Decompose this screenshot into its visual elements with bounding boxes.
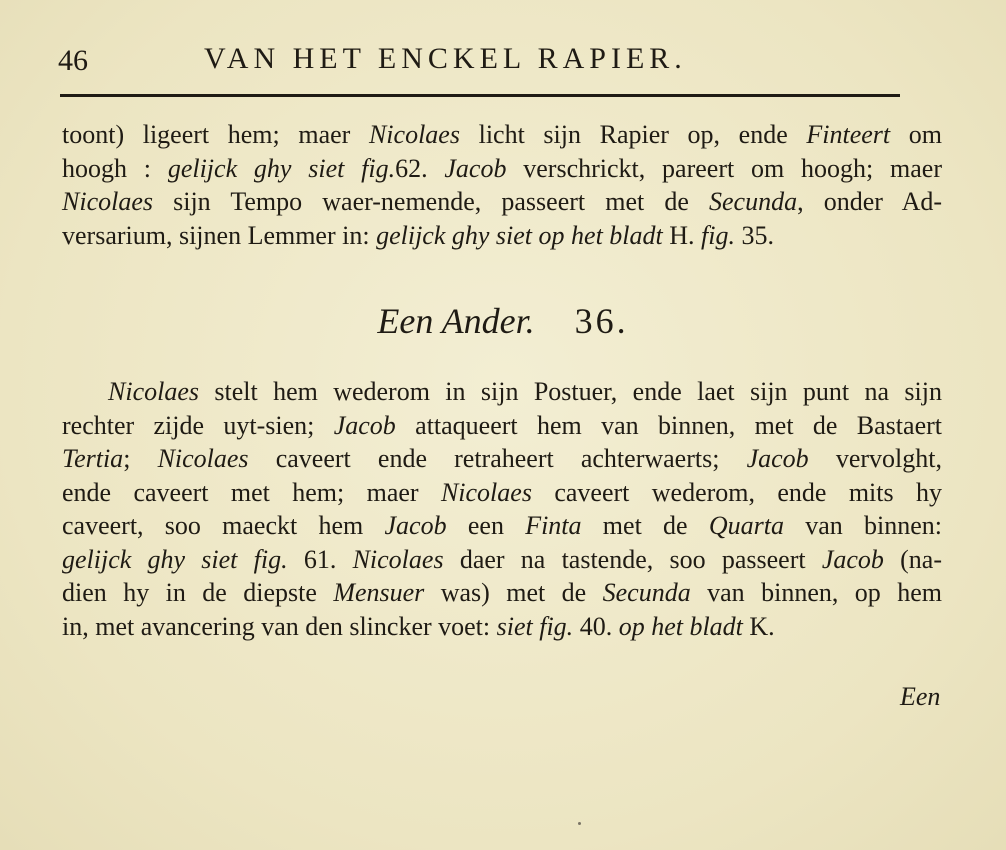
page-number: 46 bbox=[58, 44, 88, 77]
text-run: in, met avancering van den slincker voet: bbox=[62, 611, 497, 641]
text-line bbox=[62, 610, 942, 644]
text-run: toont) ligeert hem; maer bbox=[62, 120, 369, 149]
italic-text-run: Nicolaes bbox=[157, 444, 249, 473]
text-run: was) met de bbox=[424, 578, 603, 607]
text-run: versarium, sijnen Lemmer in: bbox=[62, 220, 377, 250]
text-run: van binnen: bbox=[783, 511, 943, 540]
text-run: hoogh : bbox=[62, 153, 168, 183]
italic-text-run: gelijck ghy siet fig. bbox=[62, 544, 288, 574]
text-line bbox=[62, 152, 942, 186]
paper-speck bbox=[578, 822, 581, 825]
text-line bbox=[62, 442, 942, 476]
text-run: ende caveert met hem; maer bbox=[62, 477, 441, 507]
text-run: dien hy in de diepste bbox=[62, 578, 334, 607]
italic-text-run: Nicolaes bbox=[440, 477, 532, 507]
text-line bbox=[62, 476, 942, 510]
text-run: caveert wederom, ende mits hy bbox=[531, 477, 942, 507]
italic-text-run: Nicolaes bbox=[62, 187, 153, 216]
text-line bbox=[62, 543, 942, 577]
text-line bbox=[62, 185, 942, 219]
italic-text-run: siet fig. bbox=[496, 611, 574, 641]
text-line bbox=[62, 219, 942, 253]
italic-text-run: op het bladt bbox=[618, 611, 743, 641]
text-run: , onder Ad- bbox=[797, 187, 943, 216]
text-run: verschrickt, pareert om hoogh; maer bbox=[506, 153, 942, 183]
text-line bbox=[62, 118, 942, 152]
italic-text-run: Nicolaes bbox=[352, 544, 444, 574]
italic-text-run: fig. bbox=[701, 220, 735, 250]
italic-text-run: Jacob bbox=[444, 153, 507, 183]
text-run: met de bbox=[581, 511, 709, 540]
text-run: ; bbox=[123, 444, 158, 473]
italic-text-run: Jacob bbox=[821, 544, 884, 574]
italic-text-run: Finteert bbox=[806, 120, 891, 149]
section-number: 36. bbox=[574, 301, 629, 341]
text-run: 35. bbox=[734, 220, 774, 250]
text-run: een bbox=[446, 511, 526, 540]
italic-text-run: Finta bbox=[525, 511, 582, 540]
text-run: H. bbox=[662, 220, 702, 250]
italic-text-run: Mensuer bbox=[333, 578, 425, 607]
text-run: stelt hem wederom in sijn Postuer, ende laet sijn punt na sijn bbox=[199, 377, 942, 406]
text-run: 62. bbox=[395, 153, 445, 183]
section-title: Een Ander. bbox=[377, 301, 535, 341]
text-run: licht sijn Rapier op, ende bbox=[459, 120, 807, 149]
page-header bbox=[58, 38, 918, 78]
text-run: daer na tastende, soo passeert bbox=[443, 544, 822, 574]
italic-text-run: Jacob bbox=[746, 444, 809, 473]
text-run: caveert, soo maeckt hem bbox=[62, 511, 385, 540]
text-run: (na- bbox=[883, 544, 942, 574]
italic-text-run: Quarta bbox=[708, 511, 784, 540]
running-title: VAN HET ENCKEL RAPIER. bbox=[204, 42, 687, 75]
paragraph-1 bbox=[62, 118, 942, 252]
text-run: om bbox=[890, 120, 942, 149]
text-run: 40. bbox=[573, 611, 619, 641]
text-line bbox=[62, 409, 942, 443]
text-run: K. bbox=[742, 611, 775, 641]
text-run: 61. bbox=[287, 544, 353, 574]
header-rule bbox=[60, 94, 900, 97]
text-line bbox=[62, 375, 942, 409]
paragraph-2 bbox=[62, 375, 942, 643]
italic-text-run: Jacob bbox=[333, 410, 396, 440]
italic-text-run: Secunda bbox=[708, 187, 798, 216]
italic-text-run: gelijck ghy siet fig. bbox=[167, 153, 396, 183]
catchword: Een bbox=[900, 682, 941, 711]
text-run: vervolght, bbox=[808, 444, 942, 473]
italic-text-run: gelijck ghy siet op het bladt bbox=[376, 220, 663, 250]
italic-text-run: Secunda bbox=[602, 578, 691, 607]
text-run: sijn Tempo waer-nemende, passeert met de bbox=[153, 187, 709, 216]
text-run: attaqueert hem van binnen, met de Bastaert bbox=[395, 410, 942, 440]
text-line bbox=[62, 509, 942, 543]
italic-text-run: Nicolaes bbox=[108, 377, 199, 406]
text-line bbox=[62, 576, 942, 610]
text-run: caveert ende retraheert achterwaerts; bbox=[248, 444, 747, 473]
italic-text-run: Jacob bbox=[384, 511, 447, 540]
text-run: rechter zijde uyt-sien; bbox=[62, 410, 334, 440]
section-heading bbox=[0, 300, 1006, 342]
text-run: van binnen, op hem bbox=[690, 578, 942, 607]
italic-text-run: Tertia bbox=[62, 444, 124, 473]
italic-text-run: Nicolaes bbox=[368, 120, 460, 149]
